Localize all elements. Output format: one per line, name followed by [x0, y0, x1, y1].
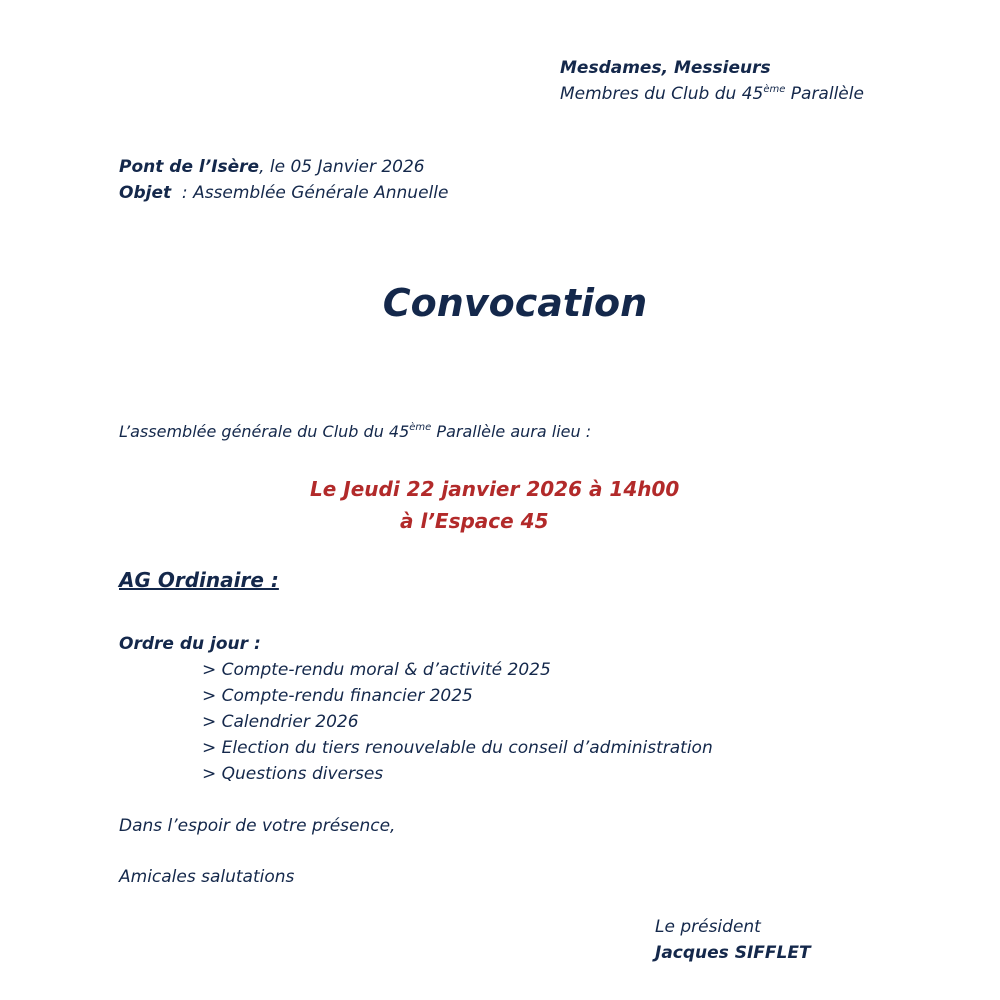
page-title: Convocation: [382, 281, 648, 325]
agenda-item: > Election du tiers renouvelable du conseil d’administration: [202, 738, 713, 758]
signature-role: Le président: [655, 917, 761, 937]
signature-block: [655, 914, 811, 966]
place-date-line: [119, 154, 448, 180]
signature-name: Jacques SIFFLET: [655, 943, 811, 963]
ag-heading-text: AG Ordinaire :: [119, 568, 279, 592]
recipients-block: [560, 55, 864, 107]
closing-hope: Dans l’espoir de votre présence,: [119, 816, 396, 836]
letter-date: , le 05 Janvier 2026: [259, 157, 425, 177]
agenda-list: [202, 657, 713, 787]
object-label: Objet: [119, 183, 172, 203]
recipients-members-prefix: Membres du Club du 45: [560, 84, 764, 104]
recipients-members-suffix: Parallèle: [785, 84, 864, 104]
object-separator: :: [171, 183, 194, 203]
meeting-location: à l’Espace 45: [400, 509, 549, 533]
agenda-item: > Compte-rendu financier 2025: [202, 686, 473, 706]
place-name: Pont de l’Isère: [119, 157, 260, 177]
recipients-members: [560, 81, 864, 107]
intro-line: [119, 420, 591, 444]
object-line: [119, 180, 448, 206]
intro-sup: ème: [409, 422, 432, 433]
ag-heading: [119, 566, 279, 594]
agenda-item: > Compte-rendu moral & d’activité 2025: [202, 660, 551, 680]
recipients-salutation: Mesdames, Messieurs: [560, 58, 771, 78]
intro-suffix: Parallèle aura lieu :: [431, 422, 592, 441]
closing-salutation: Amicales salutations: [119, 867, 295, 887]
agenda-label: Ordre du jour :: [119, 634, 261, 654]
intro-prefix: L’assemblée générale du Club du 45: [119, 422, 410, 441]
place-date-block: [119, 154, 448, 206]
object-value: Assemblée Générale Annuelle: [193, 183, 449, 203]
agenda-item: > Calendrier 2026: [202, 712, 359, 732]
meeting-block: [310, 473, 679, 537]
agenda-item: > Questions diverses: [202, 764, 384, 784]
recipients-members-sup: ème: [763, 84, 786, 95]
meeting-datetime: Le Jeudi 22 janvier 2026 à 14h00: [310, 477, 680, 501]
